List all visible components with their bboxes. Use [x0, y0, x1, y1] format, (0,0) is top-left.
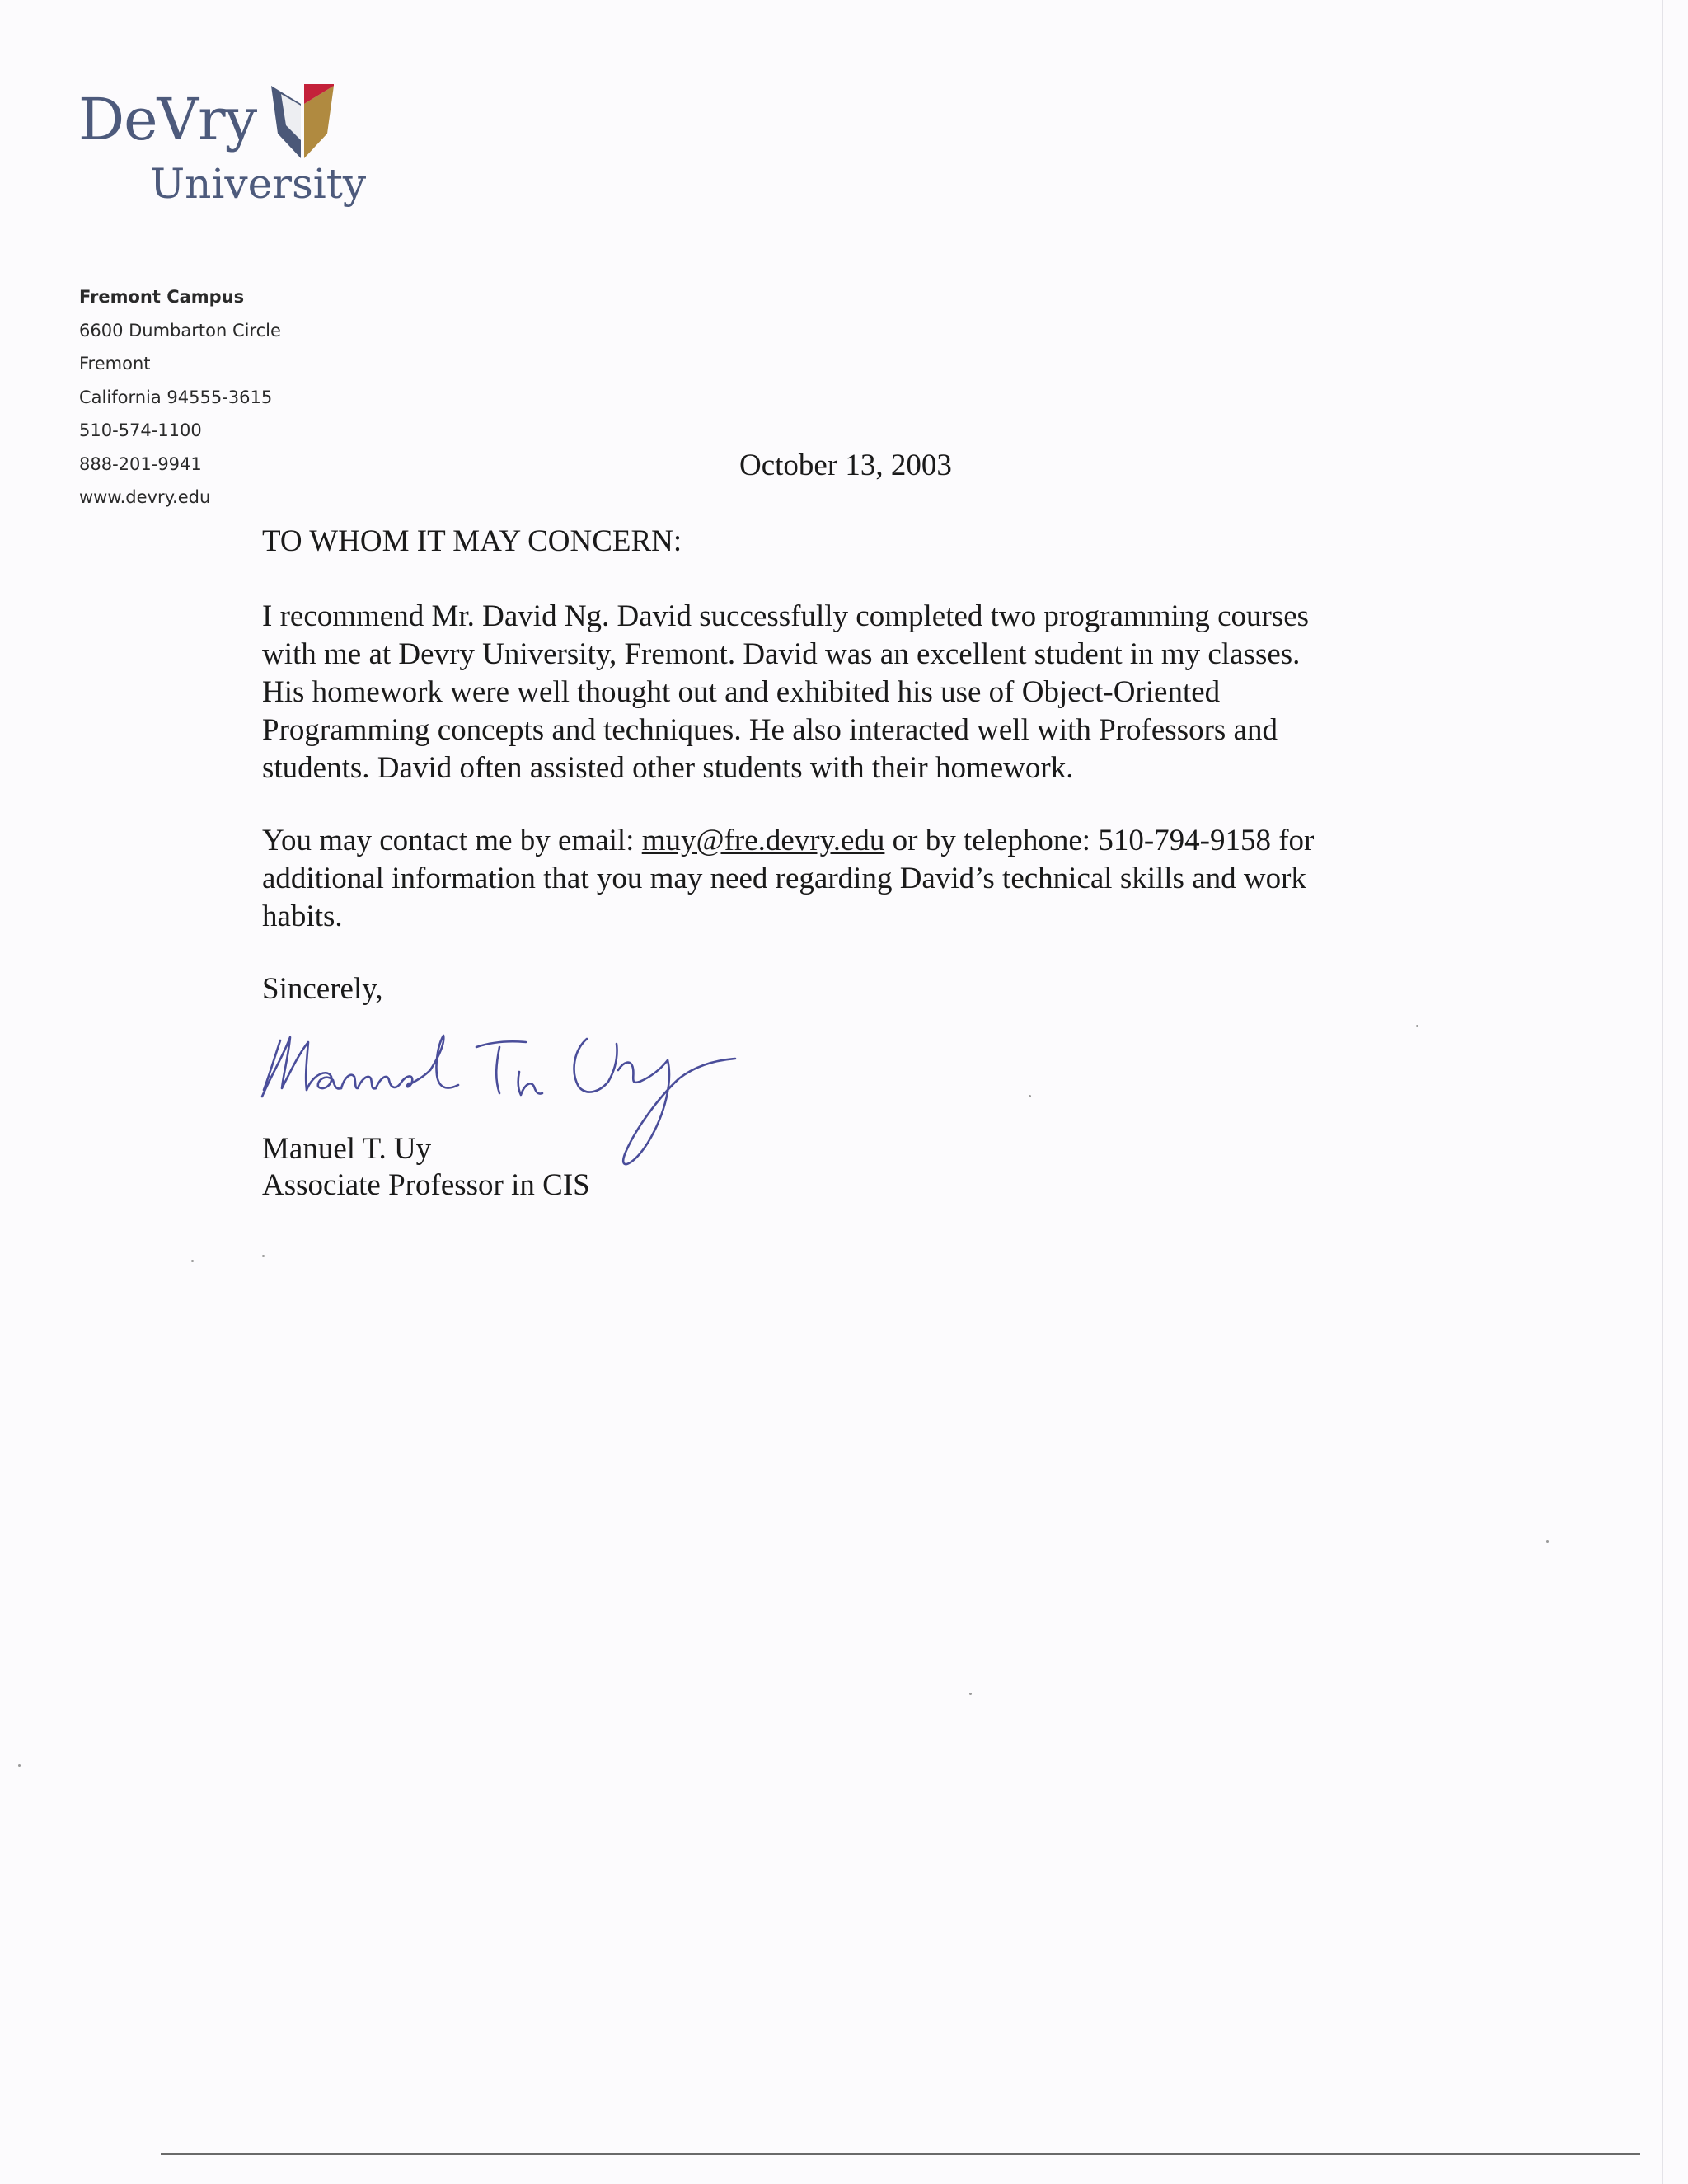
scan-speck — [191, 1260, 194, 1262]
footer-rule — [161, 2153, 1640, 2155]
logo-wordmark-university: University — [150, 160, 367, 208]
body-paragraph-1 — [262, 598, 1309, 787]
devry-logo — [78, 82, 375, 223]
paragraph-line: with me at Devry University, Fremont. David was an excellent student in my classes. — [262, 637, 1301, 671]
devry-shield-icon — [270, 82, 335, 161]
campus-name: Fremont Campus — [79, 287, 245, 307]
phone-2: 888-201-9941 — [79, 453, 202, 474]
paragraph-line: Programming concepts and techniques. He also interacted well with Professors and — [262, 713, 1278, 747]
paragraph-line: I recommend Mr. David Ng. David successfully completed two programming courses — [262, 599, 1310, 633]
signer-block — [262, 1131, 590, 1204]
scan-speck — [1416, 1025, 1418, 1027]
signer-name: Manuel T. Uy — [262, 1132, 432, 1166]
paragraph-line: students. David often assisted other students with their homework. — [262, 751, 1074, 785]
signer-title: Associate Professor in CIS — [262, 1168, 590, 1202]
scan-edge-line — [1662, 0, 1663, 2184]
contact-prefix: You may contact me by email: — [262, 824, 642, 857]
paragraph-line: habits. — [262, 899, 343, 933]
salutation: TO WHOM IT MAY CONCERN: — [262, 524, 682, 558]
phone-1: 510-574-1100 — [79, 420, 202, 440]
state-zip: California 94555-3615 — [79, 387, 273, 407]
scan-speck — [969, 1693, 972, 1695]
logo-wordmark-devry: DeVry — [78, 86, 257, 153]
closing: Sincerely, — [262, 972, 383, 1006]
city: Fremont — [79, 354, 151, 373]
body-paragraph-2 — [262, 822, 1314, 936]
scan-speck — [1029, 1095, 1031, 1097]
paragraph-line — [262, 822, 1314, 860]
email-link[interactable]: muy@fre.devry.edu — [641, 824, 885, 857]
website: www.devry.edu — [79, 487, 211, 507]
scan-speck — [1546, 1540, 1549, 1543]
letter-date: October 13, 2003 — [739, 449, 952, 482]
paragraph-line: His homework were well thought out and exhibited his use of Object-Oriented — [262, 675, 1221, 709]
contact-suffix: or by telephone: 510-794-9158 for — [884, 824, 1315, 857]
campus-address — [79, 284, 281, 519]
paragraph-line: additional information that you may need regarding David’s technical skills and work — [262, 862, 1306, 895]
scan-speck — [262, 1255, 265, 1257]
scan-speck — [18, 1764, 21, 1767]
street-address: 6600 Dumbarton Circle — [79, 320, 281, 341]
